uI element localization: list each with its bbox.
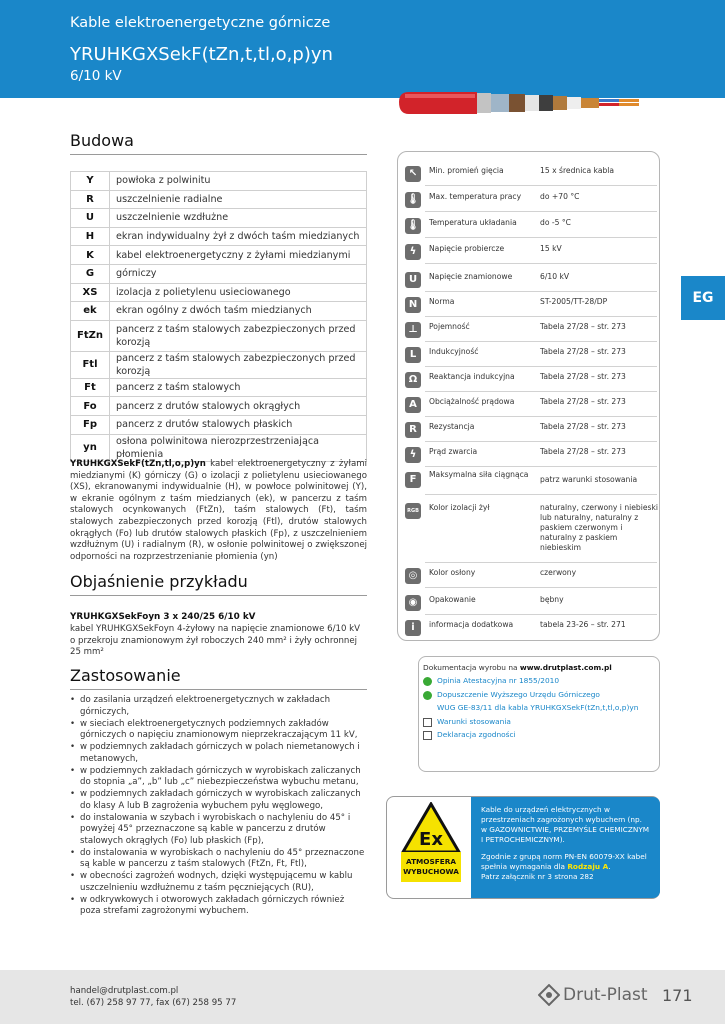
code-cell: ek bbox=[71, 302, 110, 321]
param-name: Max. temperatura pracy bbox=[429, 192, 522, 201]
param-name: Napięcie probiercze bbox=[429, 244, 505, 253]
description-text: kabel elektroenergetyczny z żyłami miedzianymi (K) górniczy (G) o izolacji z polietylenu usieciowanego (XS), ekranowanymi indywidualnie (H), w powłoce polwinitowej (Y), w ekranie ogólnym z taśm miedzianych (ek), w pancerzu z taśm stalowych ocynkowanych (FtZn), taśm stalowych (Ft), taśm stalowych zabezpieczonych przed korozją (Ftl), drutów stalowych okrągłych (Fo) lub drutów stalowych płaskich (Fp), z uszczelnieniem wzdłużnym (U) i radialnym (R), w osłonie polwinitowej o zwiększonej odporności na rozprzestrzenianie płomienia (yn) bbox=[70, 459, 367, 562]
documentation-box bbox=[418, 656, 660, 772]
desc-cell: osłona polwinitowa nierozprzestrzeniająca płomienia bbox=[109, 434, 366, 461]
param-name: Obciążalność prądowa bbox=[429, 397, 515, 406]
param-value: ST-2005/TT-28/DP bbox=[540, 297, 608, 306]
param-value: naturalny, czerwony i niebieski lub naturalny, naturalny z paskiem czerwonym i naturalny z paskiem niebieskim bbox=[540, 503, 658, 552]
param-value: Tabela 27/28 – str. 273 bbox=[540, 347, 626, 356]
list-item: • w obecności zagrożeń wodnych, dzięki występującemu w kablu uszczelnieniu wzdłużnemu z taśm pęczniejących (RU), bbox=[70, 871, 367, 894]
code-cell: XS bbox=[71, 283, 110, 302]
desc-cell: pancerz z drutów stalowych okrągłych bbox=[109, 397, 366, 416]
param-value: 15 kV bbox=[540, 244, 562, 253]
param-value: tabela 23-26 – str. 271 bbox=[540, 620, 626, 629]
code-cell: Y bbox=[71, 172, 110, 191]
param-name: Opakowanie bbox=[429, 595, 476, 604]
code-cell: H bbox=[71, 227, 110, 246]
param-value: Tabela 27/28 – str. 273 bbox=[540, 447, 626, 456]
list-item: • w podziemnych zakładach górniczych w polach niemetanowych i metanowych, bbox=[70, 742, 367, 765]
section-title-zastosowanie: Zastosowanie bbox=[70, 666, 181, 685]
table-row bbox=[71, 172, 367, 191]
param-value: Tabela 27/28 – str. 273 bbox=[540, 322, 626, 331]
construction-description bbox=[70, 459, 367, 563]
tools-icon bbox=[423, 718, 432, 727]
reactance-icon: Ω bbox=[405, 372, 421, 388]
drutplast-logo-icon bbox=[538, 984, 560, 1006]
param-value: Tabela 27/28 – str. 273 bbox=[540, 372, 626, 381]
code-cell: G bbox=[71, 264, 110, 283]
table-row bbox=[71, 378, 367, 397]
table-row bbox=[71, 351, 367, 378]
param-name: informacja dodatkowa bbox=[429, 620, 514, 629]
param-divider bbox=[425, 416, 657, 417]
documentation-title bbox=[423, 663, 612, 672]
table-row bbox=[71, 397, 367, 416]
code-table bbox=[70, 171, 367, 462]
code-cell: Fp bbox=[71, 415, 110, 434]
param-divider bbox=[425, 587, 657, 588]
product-voltage: 6/10 kV bbox=[70, 68, 122, 84]
declaration-icon bbox=[423, 731, 432, 740]
doc-link-wug[interactable]: WUG GE-83/11 dla kabla YRUHKGXSekF(tZn,t,tl,o,p)yn bbox=[437, 703, 639, 712]
doc-link-label: Dopuszczenie Wyższego Urzędu Górniczego bbox=[437, 690, 600, 699]
list-item: • do instalowania w wyrobiskach o nachyleniu do 45° przeznaczone są kable w pancerzu z taśm stalowych (FtZn, Ft, Ftl), bbox=[70, 848, 367, 871]
param-divider bbox=[425, 562, 657, 563]
param-divider bbox=[425, 614, 657, 615]
ex-warning-icon bbox=[401, 802, 461, 854]
sheath-color-icon: ◎ bbox=[405, 568, 421, 584]
desc-cell: pancerz z taśm stalowych zabezpieczonych przed korozją bbox=[109, 351, 366, 378]
code-cell: Ftl bbox=[71, 351, 110, 378]
test-voltage-icon: ϟ bbox=[405, 244, 421, 260]
category-label: Kable elektroenergetyczne górnicze bbox=[70, 15, 331, 31]
atex-text-1: Kable do urządzeń elektrycznych w przestrzeniach zagrożonych wybuchem (np. w GAZOWNICTWIE, PRZEMYŚLE CHEMICZNYM I PETROCHEMICZNYM). bbox=[481, 805, 650, 844]
code-cell: FtZn bbox=[71, 320, 110, 351]
section-divider bbox=[70, 154, 367, 155]
desc-cell: ekran ogólny z dwóch taśm miedzianych bbox=[109, 302, 366, 321]
param-value: Tabela 27/28 – str. 273 bbox=[540, 422, 626, 431]
param-name: Reaktancja indukcyjna bbox=[429, 372, 515, 381]
code-cell: yn bbox=[71, 434, 110, 461]
atex-text-3: Patrz załącznik nr 3 strona 282 bbox=[481, 872, 594, 881]
param-divider bbox=[425, 316, 657, 317]
param-divider bbox=[425, 391, 657, 392]
example-text: kabel YRUHKGXSekFoyn 4-żyłowy na napięcie znamionowe 6/10 kV o przekroju znamionowym żył roboczych 240 mm² i żyły ochronnej 25 mm² bbox=[70, 624, 360, 658]
page-footer bbox=[0, 970, 725, 1024]
product-title: YRUHKGXSekF(tZn,t,tl,o,p)yn bbox=[70, 44, 333, 65]
resistance-icon: R bbox=[405, 422, 421, 438]
atex-type-a: Rodzaju A bbox=[567, 862, 609, 871]
code-cell: R bbox=[71, 190, 110, 209]
param-value: do -5 °C bbox=[540, 218, 571, 227]
param-divider bbox=[425, 341, 657, 342]
table-row bbox=[71, 246, 367, 265]
param-name: Kolor izolacji żył bbox=[429, 503, 490, 512]
section-divider bbox=[70, 595, 367, 596]
list-item: • do zasilania urządzeń elektroenergetycznych w zakładach górniczych, bbox=[70, 695, 367, 718]
list-item: • do instalowania w szybach i wyrobiskach o nachyleniu do 45° i powyżej 45° przeznaczone są kable w pancerzu z drutów stalowych okrągłych (Fo) lub płaskich (Fp), bbox=[70, 813, 367, 848]
code-cell: Ft bbox=[71, 378, 110, 397]
list-item: • w podziemnych zakładach górniczych w wyrobiskach zaliczanych do klasy A lub B zagrożenia wybuchem pyłu węglowego, bbox=[70, 789, 367, 812]
param-name: Napięcie znamionowe bbox=[429, 272, 513, 281]
param-divider bbox=[425, 441, 657, 442]
code-cell: K bbox=[71, 246, 110, 265]
code-cell: Fo bbox=[71, 397, 110, 416]
thermometer-install-icon: 🌡 bbox=[405, 218, 421, 234]
page-header bbox=[0, 0, 725, 98]
param-name: Min. promień gięcia bbox=[429, 166, 504, 175]
param-name: Kolor osłony bbox=[429, 568, 476, 577]
section-tab-eg: EG bbox=[681, 276, 725, 320]
section-title-budowa: Budowa bbox=[70, 131, 134, 150]
cable-illustration bbox=[395, 86, 655, 120]
list-item: • w sieciach elektroenergetycznych podziemnych zakładów górniczych o napięciu znamionowym nieprzekraczającym 11 kV, bbox=[70, 719, 367, 742]
ex-symbol: Ex bbox=[419, 829, 443, 850]
pulling-force-icon: F bbox=[405, 472, 421, 488]
inductance-icon: L bbox=[405, 347, 421, 363]
param-value: bębny bbox=[540, 595, 564, 604]
param-value: Tabela 27/28 – str. 273 bbox=[540, 397, 626, 406]
desc-cell: uszczelnienie radialne bbox=[109, 190, 366, 209]
desc-cell: kabel elektroenergetyczny z żyłami miedzianymi bbox=[109, 246, 366, 265]
doc-link-label: Deklaracja zgodności bbox=[437, 730, 516, 739]
doc-link-warunki[interactable] bbox=[423, 717, 511, 727]
doc-link-dopuszczenie[interactable] bbox=[423, 690, 600, 700]
atex-text-2 bbox=[481, 852, 650, 872]
table-row bbox=[71, 227, 367, 246]
desc-cell: pancerz z taśm stalowych bbox=[109, 378, 366, 397]
list-item: • w odkrywkowych i otworowych zakładach górniczych również poza strefami zagrożonymi wybuchem. bbox=[70, 895, 367, 918]
footer-contact bbox=[70, 986, 236, 1009]
param-name: Indukcyjność bbox=[429, 347, 479, 356]
example-heading: YRUHKGXSekFoyn 3 x 240/25 6/10 kV bbox=[70, 612, 256, 622]
brand-name: Drut-Plast bbox=[563, 985, 648, 1005]
documentation-link[interactable]: www.drutplast.com.pl bbox=[519, 663, 612, 672]
doc-link-opinia[interactable] bbox=[423, 676, 559, 686]
param-divider bbox=[425, 366, 657, 367]
param-name: Prąd zwarcia bbox=[429, 447, 478, 456]
table-row bbox=[71, 320, 367, 351]
param-value: 6/10 kV bbox=[540, 272, 570, 281]
doc-link-label: Warunki stosowania bbox=[437, 717, 511, 726]
footer-email[interactable]: handel@drutplast.com.pl bbox=[70, 986, 179, 996]
documentation-title-prefix: Dokumentacja wyrobu na bbox=[423, 663, 520, 672]
rated-voltage-icon: U bbox=[405, 272, 421, 288]
desc-cell: pancerz z drutów stalowych płaskich bbox=[109, 415, 366, 434]
table-row bbox=[71, 190, 367, 209]
table-row bbox=[71, 434, 367, 461]
desc-cell: górniczy bbox=[109, 264, 366, 283]
atex-text-2-suffix: . bbox=[608, 862, 611, 871]
param-name: Maksymalna siła ciągnąca bbox=[429, 470, 529, 479]
atex-text-2-prefix: Zgodnie z grupą norm PN-EN 60079-XX kabel spełnia wymagania dla bbox=[481, 852, 647, 871]
param-value: do +70 °C bbox=[540, 192, 580, 201]
param-value: 15 x średnica kabla bbox=[540, 166, 615, 175]
param-name: Temperatura układania bbox=[429, 218, 517, 227]
table-row bbox=[71, 209, 367, 228]
param-value: patrz warunki stosowania bbox=[540, 475, 638, 484]
doc-link-deklaracja[interactable] bbox=[423, 730, 516, 740]
desc-cell: uszczelnienie wzdłużne bbox=[109, 209, 366, 228]
applications-list bbox=[70, 695, 367, 918]
bend-radius-icon: ↖ bbox=[405, 166, 421, 182]
table-row bbox=[71, 302, 367, 321]
short-circuit-icon: ϟ bbox=[405, 447, 421, 463]
description-product-code: YRUHKGXSekF(tZn,tl,o,p)yn bbox=[70, 459, 206, 469]
param-divider bbox=[425, 263, 657, 264]
info-icon: i bbox=[405, 620, 421, 636]
packaging-icon: ◉ bbox=[405, 595, 421, 611]
atex-box bbox=[386, 796, 660, 899]
desc-cell: powłoka z polwinitu bbox=[109, 172, 366, 191]
param-divider bbox=[425, 185, 657, 186]
desc-cell: ekran indywidualny żył z dwóch taśm miedzianych bbox=[109, 227, 366, 246]
code-cell: U bbox=[71, 209, 110, 228]
section-title-przyklad: Objaśnienie przykładu bbox=[70, 572, 248, 591]
table-row bbox=[71, 415, 367, 434]
core-colors-icon: RGB bbox=[405, 503, 421, 519]
current-capacity-icon: A bbox=[405, 397, 421, 413]
param-divider bbox=[425, 466, 657, 467]
approval-icon bbox=[423, 691, 432, 700]
footer-phone: tel. (67) 258 97 77, fax (67) 258 95 77 bbox=[70, 997, 237, 1008]
param-divider bbox=[425, 237, 657, 238]
param-name: Norma bbox=[429, 297, 455, 306]
list-item: • w podziemnych zakładach górniczych w wyrobiskach zaliczanych do stopnia „a”, „b” lub „c” niebezpieczeństwa wybuchu metanu, bbox=[70, 766, 367, 789]
param-divider bbox=[425, 291, 657, 292]
param-divider bbox=[425, 211, 657, 212]
page-number: 171 bbox=[662, 986, 693, 1005]
doc-link-label: Opinia Atestacyjna nr 1855/2010 bbox=[437, 676, 560, 685]
section-divider bbox=[70, 689, 367, 690]
attestation-icon bbox=[423, 677, 432, 686]
atex-info bbox=[471, 797, 660, 898]
atex-label: ATMOSFERA WYBUCHOWA bbox=[401, 852, 461, 882]
param-name: Rezystancja bbox=[429, 422, 475, 431]
table-row bbox=[71, 264, 367, 283]
desc-cell: pancerz z taśm stalowych zabezpieczonych przed korozją bbox=[109, 320, 366, 351]
param-value: czerwony bbox=[540, 568, 577, 577]
param-divider bbox=[425, 494, 657, 495]
thermometer-max-icon: 🌡 bbox=[405, 192, 421, 208]
param-name: Pojemność bbox=[429, 322, 470, 331]
table-row bbox=[71, 283, 367, 302]
capacitance-icon: ⊥ bbox=[405, 322, 421, 338]
parameters-box bbox=[397, 151, 660, 641]
desc-cell: izolacja z polietylenu usieciowanego bbox=[109, 283, 366, 302]
norm-icon: N bbox=[405, 297, 421, 313]
